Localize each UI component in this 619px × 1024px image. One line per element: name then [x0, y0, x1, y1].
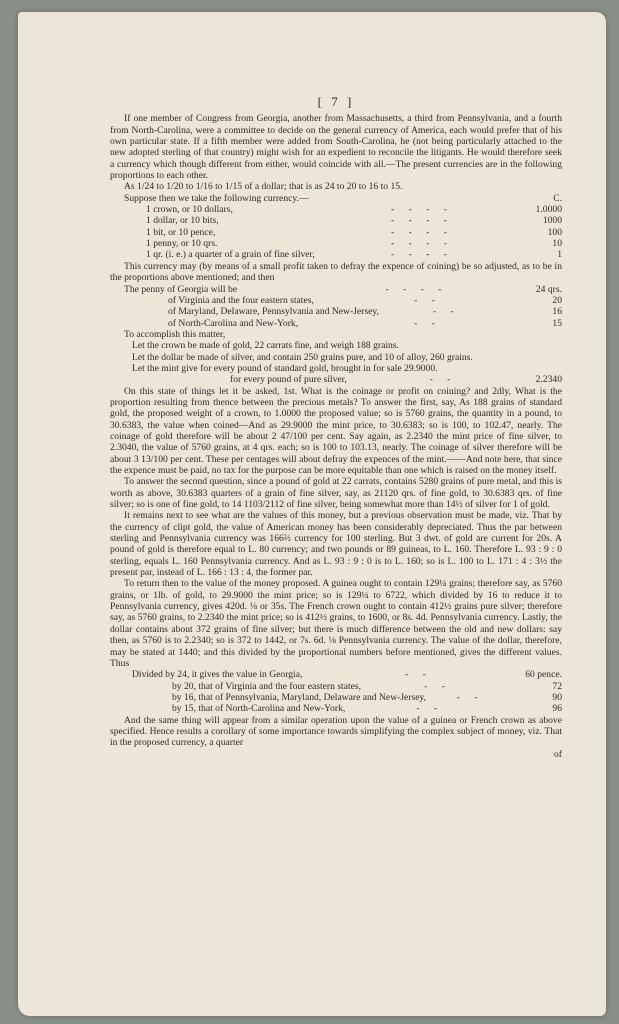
- row-value: 16: [552, 306, 562, 318]
- row-label: by 15, that of North-Carolina and New-York,: [172, 703, 346, 715]
- document-page: [18, 12, 606, 1016]
- penny-table: [110, 295, 562, 329]
- penny-table-row: of North-Carolina and New-York, - - 15: [168, 317, 562, 329]
- currency-table-row: 1 crown, or 10 dollars, - - - - 1.0000: [146, 204, 562, 216]
- row-value: 90: [552, 691, 562, 703]
- paragraph-11: To answer the second question, since a pound of gold at 22 carrats, contains 5280 grains of pure metal, and this is worth as above, 30.6383 quarters of a grain of fine silver, say, as 21120 qrs. of fine gold, to 30.6383 qrs. of fine silver; so is one of fine gold, to 14 1103/2112 of fine silver, being somewhat more than 14½ of silver for 1 of gold.: [110, 476, 562, 511]
- row-value: 1: [557, 249, 562, 261]
- paragraph-4: This currency may (by means of a small profit taken to defray the expence of coining) be so adjusted, as to be in the proportions above mentioned; and then: [110, 260, 562, 284]
- row-label: 1 crown, or 10 dollars,: [146, 204, 233, 216]
- row-label: by 20, that of Virginia and the four eastern states,: [172, 680, 362, 692]
- penny-intro-line: The penny of Georgia will be - - - - 24 qrs.: [124, 283, 562, 295]
- currency-table-row: 1 dollar, or 10 bits, - - - - 1000: [146, 215, 562, 227]
- page-text: [110, 96, 562, 760]
- paragraph-12: It remains next to see what are the values of this money, but a previous observation must be made, viz. That by the currency of clipt gold, the value of American money has been considerably depreciated. Thus the par between sterling and Pennsylvania currency was 166⅔ currency for 100 sterling. But 3 dwt. of gold are current for 20s. A pound of gold is therefore equal to L. 80 currency; and two pounds or 89 guineas, to L. 160. Therefore L. 93 : 9 : 0 sterling, equals L. 160 Pennsylvania currency. And as L. 93 : 9 : 0 is to L. 160; so is L. 100 to L. 171 : 4 : 3½ the present par, instead of L. 166 : 13 : 4, the former par.: [110, 510, 562, 579]
- paragraph-13: To return then to the value of the money proposed. A guinea ought to contain 129¼ grains; therefore say, as 5760 grains, or 1lb. of gold, to 29.9000 the mint price; so is 129¼ to 6722, which divided by 16 to reduce it to Pennsylvania currency, gives 420d. ⅛ or 35s. The French crown ought to contain 412½ grains pure silver; therefore say, as 5760 grains, to 2.2340 the mint price; so is 412½ grains, to 1600, or 8s. 4d. Pennsylvania currency. Lastly, the dollar contains about 372 grains of fine silver; but there is much difference between the old and new dollars: say then, as 5760 is to 2.2340; so is 372 to 1442, or 7s. 6d. ⅛ Pennsylvania currency. The value of the dollar, therefore, may be stated at 1440; and this divided by the proportional numbers before mentioned, gives the different values. Thus: [110, 578, 562, 669]
- row-value: 15: [552, 317, 562, 329]
- divided-table: [110, 669, 562, 714]
- row-value: 96: [552, 703, 562, 715]
- row-label: of Maryland, Delaware, Pennsylvania and New-Jersey,: [168, 306, 379, 318]
- paragraph-7: Let the dollar be made of silver, and contain 250 grains pure, and 10 of alloy, 260 grains.: [132, 351, 473, 363]
- row-value: 1000: [542, 215, 562, 227]
- silver-price-value: 2.2340: [535, 374, 562, 386]
- row-value: 72: [552, 680, 562, 692]
- suppose-text: Suppose then we take the following currency.—: [124, 192, 309, 204]
- row-value: 60 pence.: [525, 669, 562, 681]
- catchword: of: [554, 748, 562, 760]
- divided-table-row: by 16, that of Pennsylvania, Maryland, Delaware and New-Jersey, - - 90: [172, 691, 562, 703]
- penny-intro-value: 24 qrs.: [535, 283, 562, 295]
- paragraph-8: Let the mint give for every pound of standard gold, brought in for sale 29.9000.: [132, 362, 438, 374]
- row-label: Divided by 24, it gives the value in Georgia,: [132, 669, 303, 681]
- paragraph-10: On this state of things let it be asked, 1st. What is the coinage or profit on coining? and 2dly, What is the proportion resulting from thence between the precious metals? To answer the first, say, As 188 grains of standard gold, the proposed weight of a crown, to 1.0000 the proposed value; so is 5760 grains, the quantity in a pound, to 30.6383, the value when coined—And as 29.9000 the mint price, to 30.6383; so is 100, to 102.47, nearly. The coinage of gold therefore will be about 2 47/100 per cent. Say again, as 2.2340 the mint price of fine silver, to 2.3040, the value of 5760 grains, at 4 qrs. each; so is 100 to 103.13, nearly. The coinage of silver therefore will be about 3 13/100 per cent. These per centages will about defray the expences of the mint.——And note here, that since the expence must be paid, no tax for the purpose can be more equitable than one which is raised on the money itself.: [110, 385, 562, 476]
- row-label: of Virginia and the four eastern states,: [168, 294, 314, 306]
- column-header-c: C.: [553, 192, 562, 204]
- paragraph-2: As 1/24 to 1/20 to 1/16 to 1/15 of a dollar; that is as 24 to 20 to 16 to 15.: [124, 181, 403, 193]
- divided-table-row: by 15, that of North-Carolina and New-York, - - 96: [172, 703, 562, 715]
- row-label: 1 qr. (i. e.) a quarter of a grain of fine silver,: [146, 249, 315, 261]
- row-value: 100: [547, 226, 562, 238]
- suppose-line: [110, 193, 562, 204]
- row-value: 1.0000: [535, 204, 562, 216]
- currency-table-row: 1 qr. (i. e.) a quarter of a grain of fine silver, - - - - 1: [146, 249, 562, 261]
- row-label: by 16, that of Pennsylvania, Maryland, Delaware and New-Jersey,: [172, 691, 427, 703]
- divided-table-row: Divided by 24, it gives the value in Georgia, - - 60 pence.: [132, 669, 562, 681]
- row-label: of North-Carolina and New-York,: [168, 317, 299, 329]
- paragraph-5: To accomplish this matter,: [124, 328, 226, 340]
- paragraph-1: If one member of Congress from Georgia, another from Massachusetts, a third from Pennsylvania, and a fourth from North-Carolina, were a committee to decide on the general currency of America, each would prefer that of his own particular state. If a fifth member were added from South-Carolina, he (not being particularly attached to the new adopted sterling of that country) might wish for an expedient to reconcile the litigants. He would therefore seek a currency which though different from either, would coincide with all.—The present currencies are in the following proportions to each other.: [110, 113, 562, 182]
- penny-table-row: of Virginia and the four eastern states, - - 20: [168, 294, 562, 306]
- row-label: 1 dollar, or 10 bits,: [146, 215, 219, 227]
- silver-price-line: for every pound of pure silver, - - 2.2340: [230, 374, 562, 386]
- currency-table-row: 1 penny, or 10 qrs. - - - - 10: [146, 238, 562, 250]
- row-label: 1 bit, or 10 pence,: [146, 226, 216, 238]
- row-value: 20: [552, 294, 562, 306]
- row-label: 1 penny, or 10 qrs.: [146, 238, 218, 250]
- penny-intro-text: The penny of Georgia will be: [124, 283, 238, 295]
- currency-table-row: 1 bit, or 10 pence, - - - - 100: [146, 226, 562, 238]
- paragraph-6: Let the crown be made of gold, 22 carrats fine, and weigh 188 grains.: [132, 340, 399, 352]
- penny-table-row: of Maryland, Delaware, Pennsylvania and New-Jersey, - - 16: [168, 306, 562, 318]
- page-number: [ 7 ]: [317, 94, 355, 109]
- silver-price-text: for every pound of pure silver,: [230, 374, 347, 386]
- paragraph-14: And the same thing will appear from a similar operation upon the value of a guinea or French crown as above specified. Hence results a corollary of some importance towards simplifying the complex subject of money, viz. That in the proposed currency, a quarter: [110, 714, 562, 749]
- currency-table: [110, 204, 562, 261]
- divided-table-row: by 20, that of Virginia and the four eastern states, - - 72: [172, 680, 562, 692]
- row-value: 10: [552, 238, 562, 250]
